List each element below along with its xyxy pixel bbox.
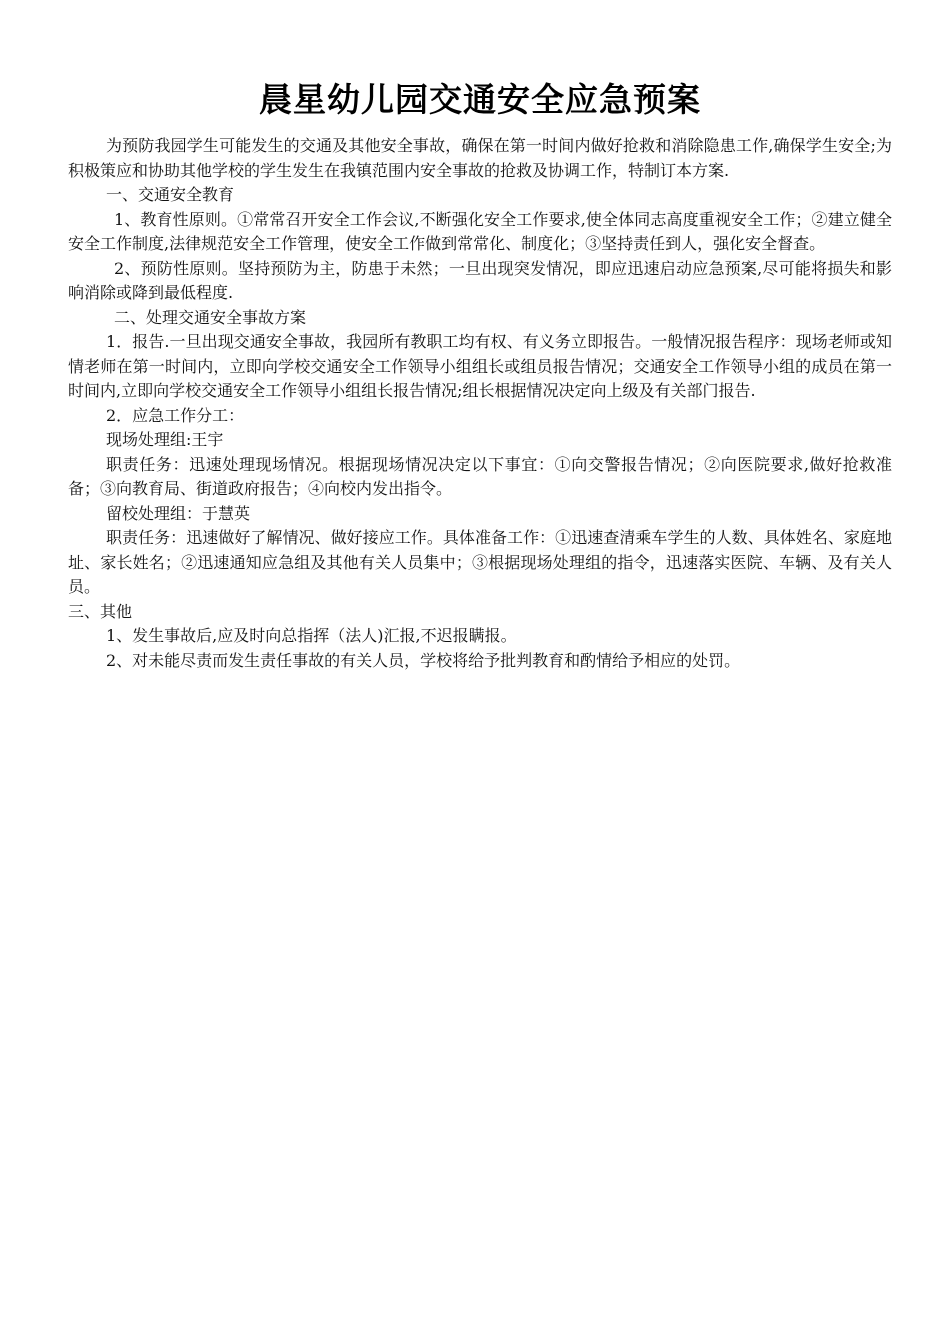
paragraph-report-procedure: 1．报告.一旦出现交通安全事故，我园所有教职工均有权、有义务立即报告。一般情况报告程序：现场老师或知情老师在第一时间内，立即向学校交通安全工作领导小组组长或组员报告情况；交通安全工作领导小组的成员在第一时间内,立即向学校交通安全工作领导小组组长报告情况;组长根据情况决定向上级及有关部门报告.	[68, 332, 892, 400]
paragraph-school-duties: 职责任务：迅速做好了解情况、做好接应工作。具体准备工作：①迅速查清乘车学生的人数、具体姓名、家庭地址、家长姓名；②迅速通知应急组及其他有关人员集中；③根据现场处理组的指令，迅速落实医院、车辆、及有关人员。	[68, 528, 892, 596]
section-heading-accident-handling: 二、处理交通安全事故方案	[114, 307, 307, 327]
document-page	[68, 78, 892, 673]
section-heading-traffic-safety-education: 一、交通安全教育	[106, 185, 235, 204]
paragraph-onsite-group: 现场处理组:王宇	[106, 430, 224, 449]
paragraph-education-principle: 1、教育性原则。①常常召开安全工作会议,不断强化安全工作要求,使全体同志高度重视安全工作；②建立健全安全工作制度,法律规范安全工作管理，使安全工作做到常常化、制度化；③坚持责任到人，强化安全督查。	[68, 209, 892, 253]
paragraph-other-penalty: 2、对未能尽责而发生责任事故的有关人员，学校将给予批判教育和酌情给予相应的处罚。	[106, 650, 741, 670]
document-title: 晨星幼儿园交通安全应急预案	[259, 80, 701, 119]
paragraph-onsite-duties: 职责任务：迅速处理现场情况。根据现场情况决定以下事宜：①向交警报告情况；②向医院要求,做好抢救准备；③向教育局、街道政府报告；④向校内发出指令。	[68, 454, 892, 498]
paragraph-emergency-division: 2．应急工作分工：	[106, 405, 245, 425]
paragraph-other-report: 1、发生事故后,应及时向总指挥（法人)汇报,不迟报瞒报。	[106, 626, 517, 645]
paragraph-school-group: 留校处理组：于慧英	[106, 503, 251, 523]
intro-paragraph: 为预防我园学生可能发生的交通及其他安全事故，确保在第一时间内做好抢救和消除隐患工作,确保学生安全;为积极策应和协助其他学校的学生发生在我镇范围内安全事故的抢救及协调工作，特制订本方案.	[68, 136, 892, 180]
paragraph-prevention-principle: 2、预防性原则。坚持预防为主，防患于未然；一旦出现突发情况，即应迅速启动应急预案,尽可能将损失和影响消除或降到最低程度.	[68, 258, 892, 302]
section-heading-other: 三、其他	[68, 601, 133, 621]
